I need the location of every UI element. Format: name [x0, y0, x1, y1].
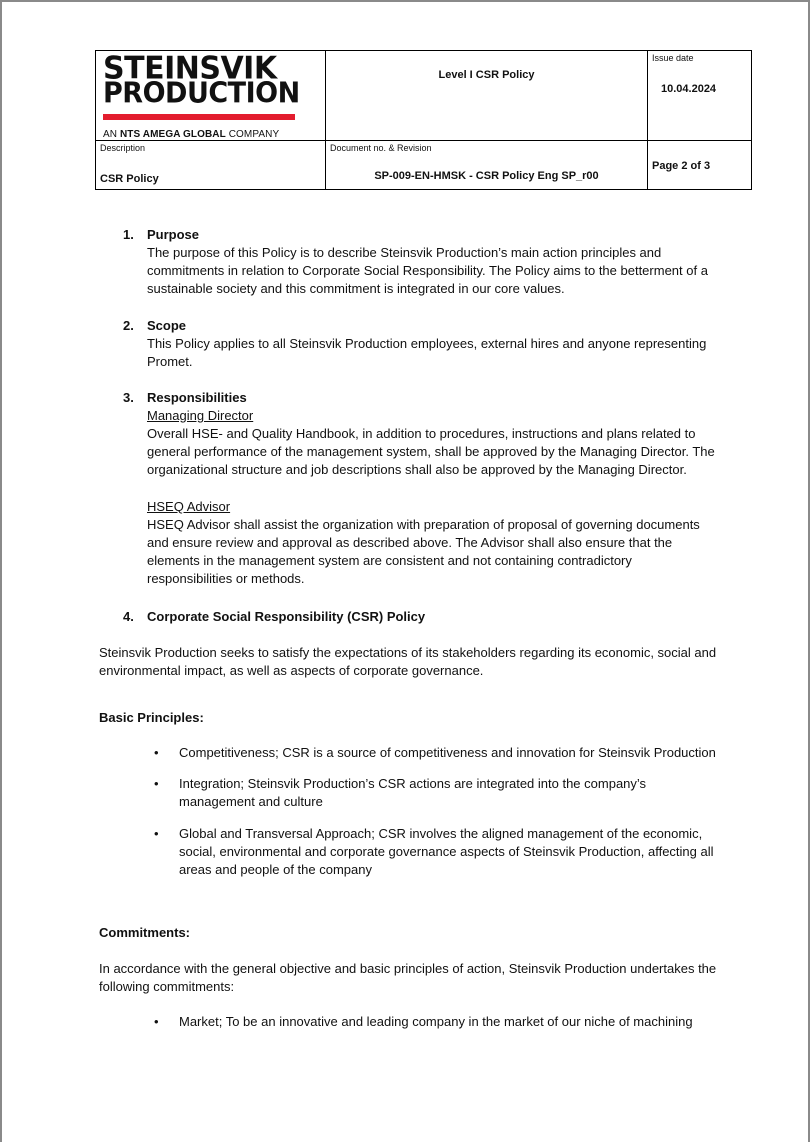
- logo-line1: STEINSVIK: [103, 50, 277, 87]
- section-text: elements in the management system are consistent and not containing contradictory: [147, 553, 632, 568]
- bullet-icon: •: [154, 745, 159, 760]
- header-divider: [96, 140, 751, 141]
- list-item: Market; To be an innovative and leading company in the market of our niche of machining: [179, 1014, 693, 1029]
- section-heading: Purpose: [147, 227, 200, 242]
- paragraph: following commitments:: [99, 979, 235, 994]
- section-text: Promet.: [147, 354, 193, 369]
- list-item: management and culture: [179, 794, 323, 809]
- description-value: CSR Policy: [100, 173, 159, 185]
- section-text: general performance of the management system, shall be approved by the Managing Director. The: [147, 444, 715, 459]
- section-text: organizational structure and job descriptions shall also be approved by the Managing Director.: [147, 462, 687, 477]
- section-heading: Scope: [147, 318, 187, 333]
- section-number: 4.: [123, 609, 134, 624]
- section-text: responsibilities or methods.: [147, 571, 305, 586]
- page-border-top: [0, 0, 810, 2]
- section-text: and ensure review and approval as described above. The Advisor shall also ensure that the: [147, 535, 673, 550]
- section-text: HSEQ Advisor shall assist the organization with preparation of proposal of governing documents: [147, 517, 700, 532]
- company-logo: [96, 51, 325, 140]
- list-item: Competitiveness; CSR is a source of competitiveness and innovation for Steinsvik Production: [179, 745, 716, 760]
- document-title: Level I CSR Policy: [438, 69, 535, 81]
- paragraph: In accordance with the general objective and basic principles of action, Steinsvik Production undertakes the: [99, 961, 717, 976]
- page-number: Page 2 of 3: [652, 160, 711, 172]
- list-item: social, environmental and corporate governance aspects of Steinsvik Production, affecting all: [179, 844, 714, 859]
- docno-value: SP-009-EN-HMSK - CSR Policy Eng SP_r00: [374, 170, 599, 182]
- section-number: 3.: [123, 390, 134, 405]
- section-heading: Responsibilities: [147, 390, 247, 405]
- logo-line2: PRODUCTION: [103, 77, 300, 110]
- document-header-table: [95, 50, 752, 190]
- subheading: Basic Principles:: [99, 710, 204, 725]
- section-text: commitments in relation to Corporate Social Responsibility. The Policy aims to the betterment of a: [147, 263, 708, 278]
- issue-date-label: Issue date: [652, 53, 694, 63]
- paragraph: Steinsvik Production seeks to satisfy the expectations of its stakeholders regarding its economic, social and: [99, 645, 717, 660]
- page-border-left: [0, 0, 2, 1142]
- section-text: The purpose of this Policy is to describe Steinsvik Production’s main action principles and: [147, 245, 662, 260]
- paragraph: environmental impact, as well as aspects of corporate governance.: [99, 663, 484, 678]
- list-item: Integration; Steinsvik Production’s CSR actions are integrated into the company’s: [179, 776, 647, 791]
- docno-label: Document no. & Revision: [330, 143, 432, 153]
- section-heading: Corporate Social Responsibility (CSR) Policy: [147, 609, 426, 624]
- section-number: 2.: [123, 318, 134, 333]
- issue-date: 10.04.2024: [661, 83, 717, 95]
- header-divider: [647, 51, 648, 190]
- section-text: sustainable society and this commitment is integrated in our core values.: [147, 281, 565, 296]
- logo-red-bar: [103, 114, 295, 120]
- list-item: Global and Transversal Approach; CSR involves the aligned management of the economic,: [179, 826, 703, 841]
- description-label: Description: [100, 143, 146, 153]
- subsection-title: HSEQ Advisor: [147, 499, 231, 514]
- section-text: Overall HSE- and Quality Handbook, in addition to procedures, instructions and plans related to: [147, 426, 696, 441]
- section-number: 1.: [123, 227, 134, 242]
- section-text: This Policy applies to all Steinsvik Production employees, external hires and anyone representing: [147, 336, 707, 351]
- subsection-title: Managing Director: [147, 408, 254, 423]
- list-item: areas and people of the company: [179, 862, 372, 877]
- bullet-icon: •: [154, 776, 159, 791]
- subheading: Commitments:: [99, 925, 191, 940]
- bullet-icon: •: [154, 1014, 159, 1029]
- bullet-icon: •: [154, 826, 159, 841]
- logo-tagline: AN NTS AMEGA GLOBAL COMPANY: [103, 129, 280, 140]
